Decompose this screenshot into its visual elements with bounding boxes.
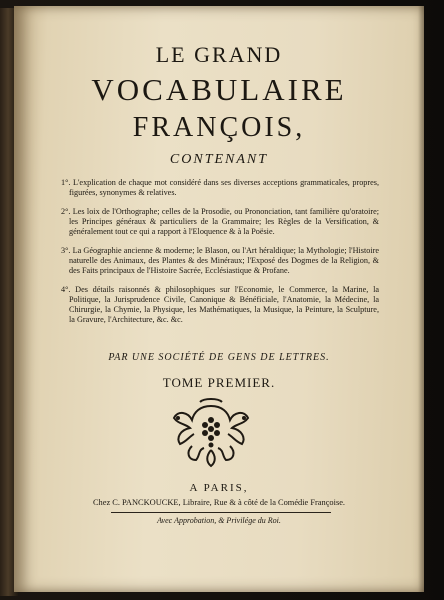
title-page <box>14 6 424 592</box>
title-line-1: LE GRAND <box>155 42 283 67</box>
society-line: PAR UNE SOCIÉTÉ DE GENS DE LETTRES. <box>108 352 330 363</box>
list-item: 3°. La Géographie ancienne & moderne; le Blason, ou l'Art héraldique; la Mythologie; l'Histoire naturelle des Animaux, des Plantes & des Minéraux; l'Exposé des Dogmes de la Religion, & des Faits principaux de l'Histoire Sacrée, Ecclésiastique & Profane. <box>61 246 379 275</box>
tome-line: TOME PREMIER. <box>162 375 276 390</box>
contents-list <box>61 178 379 334</box>
fleuron-ornament-icon <box>170 398 252 468</box>
divider-rule <box>111 512 331 513</box>
list-item: 4°. Des détails raisonnés & philosophiques sur l'Economie, le Commerce, la Marine, la Politique, la Jurisprudence Civile, Canonique & Bénéficiale, l'Anatomie, la Médecine, la Chirurgie, la Chymie, la Physique, les Mathématiques, la Musique, la Peinture, la Sculpture, la Gravure, l'Architecture, &c. &c. <box>61 285 379 324</box>
title-line-3: FRANÇOIS, <box>132 112 306 143</box>
list-item: 2°. Les loix de l'Orthographe; celles de la Prosodie, ou Prononciation, tant familière qu'oratoire; les Principes généraux & particuliers de la Grammaire; les Règles de la Versification, & généralement tout ce qui a rapport à l'Eloquence & à la Poësie. <box>61 207 379 236</box>
approbation-line: Avec Approbation, & Privilége du Roi. <box>157 516 281 525</box>
publisher-line: Chez C. PANCKOUCKE, Libraire, Rue & à côté de la Comédie Françoise. <box>92 498 346 507</box>
place-line: A PARIS, <box>189 482 249 494</box>
title-line-2: VOCABULAIRE <box>91 72 347 107</box>
list-item: 1°. L'explication de chaque mot considéré dans ses diverses acceptions grammaticales, propres, figurées, synonymes & relatives. <box>61 178 379 197</box>
contenant-heading: CONTENANT <box>169 152 269 167</box>
